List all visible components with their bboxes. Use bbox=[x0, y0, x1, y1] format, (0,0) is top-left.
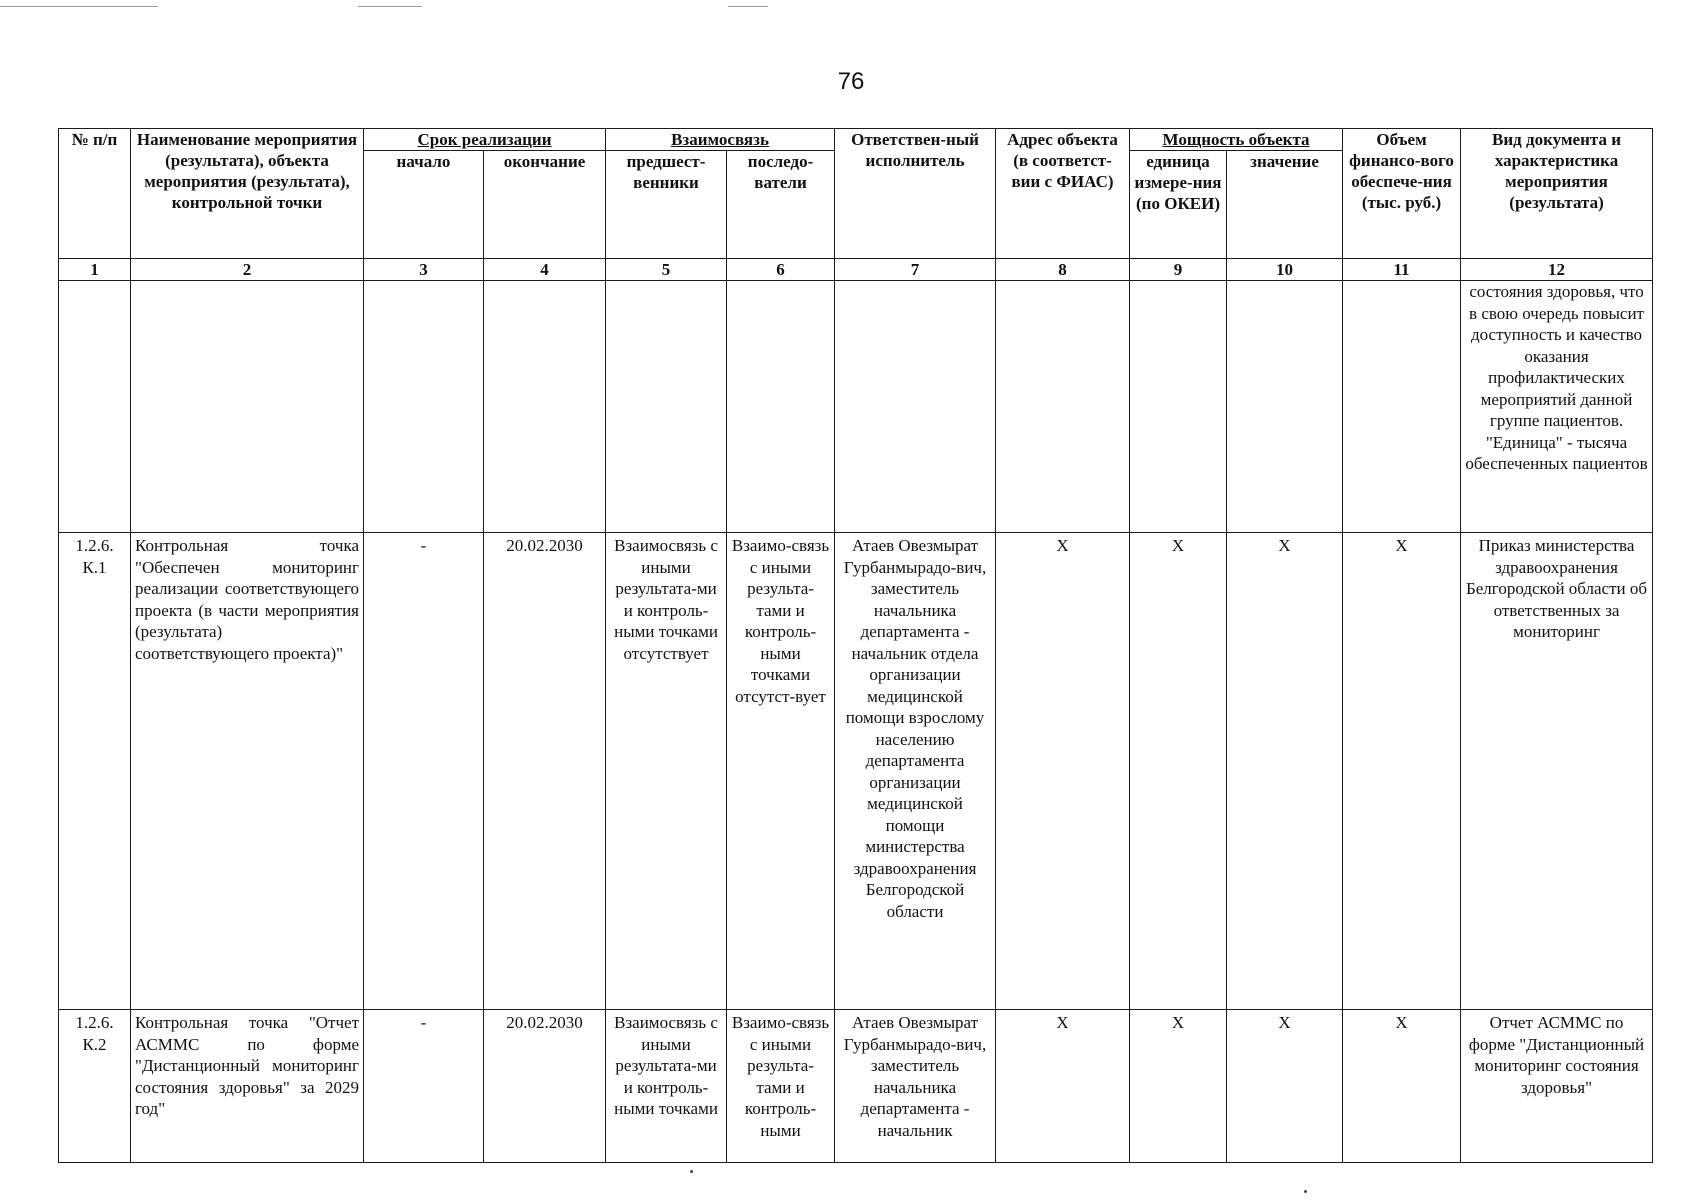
column-number: 5 bbox=[606, 259, 727, 281]
table-row-continuation bbox=[59, 281, 1653, 533]
cell-predecessors: Взаимосвязь с иными результата-ми и контроль-ными точками отсутствует bbox=[606, 533, 727, 1010]
table-row-k1 bbox=[59, 533, 1653, 1010]
cell-successors bbox=[727, 281, 835, 533]
cell-start: - bbox=[364, 533, 484, 1010]
column-number: 2 bbox=[131, 259, 364, 281]
scan-speck bbox=[690, 1170, 693, 1173]
page-number: 76 bbox=[837, 68, 865, 95]
table-row-k2 bbox=[59, 1010, 1653, 1163]
cell-value bbox=[1227, 281, 1343, 533]
column-number-row bbox=[59, 259, 1653, 281]
column-number: 12 bbox=[1461, 259, 1653, 281]
cell-address: X bbox=[996, 533, 1130, 1010]
cell-successors: Взаимо-связь с иными результа-тами и контроль-ными точками отсутст-вует bbox=[727, 533, 835, 1010]
cell-address: X bbox=[996, 1010, 1130, 1163]
scan-line-right bbox=[728, 6, 768, 7]
header-num: № п/п bbox=[59, 129, 131, 259]
cell-name: Контрольная точка "Обеспечен мониторинг реализации соответствующего проекта (в части мероприятия (результата) соответствующего проекта)" bbox=[131, 533, 364, 1010]
cell-value: X bbox=[1227, 533, 1343, 1010]
cell-num: 1.2.6. К.1 bbox=[59, 533, 131, 1010]
cell-end: 20.02.2030 bbox=[484, 1010, 606, 1163]
cell-address bbox=[996, 281, 1130, 533]
cell-unit: X bbox=[1130, 1010, 1227, 1163]
cell-successors: Взаимо-связь с иными результа-тами и контроль-ными bbox=[727, 1010, 835, 1163]
cell-unit: X bbox=[1130, 533, 1227, 1010]
cell-funding: X bbox=[1343, 1010, 1461, 1163]
header-predecessors: предшест-венники bbox=[606, 151, 727, 259]
header-value: значение bbox=[1227, 151, 1343, 259]
cell-predecessors bbox=[606, 281, 727, 533]
scan-line-left bbox=[0, 6, 158, 7]
header-responsible: Ответствен-ный исполнитель bbox=[835, 129, 996, 259]
cell-predecessors: Взаимосвязь с иными результата-ми и контроль-ными точками bbox=[606, 1010, 727, 1163]
scan-speck bbox=[1304, 1190, 1307, 1193]
column-number: 1 bbox=[59, 259, 131, 281]
column-number: 7 bbox=[835, 259, 996, 281]
cell-start bbox=[364, 281, 484, 533]
cell-name: Контрольная точка "Отчет АСММС по форме "Дистанционный мониторинг состояния здоровья" за 2029 год" bbox=[131, 1010, 364, 1163]
header-successors: последо-ватели bbox=[727, 151, 835, 259]
cell-responsible bbox=[835, 281, 996, 533]
cell-end: 20.02.2030 bbox=[484, 533, 606, 1010]
cell-num bbox=[59, 281, 131, 533]
cell-end bbox=[484, 281, 606, 533]
implementation-plan-table bbox=[58, 128, 1653, 1163]
column-number: 10 bbox=[1227, 259, 1343, 281]
cell-start: - bbox=[364, 1010, 484, 1163]
cell-num: 1.2.6. К.2 bbox=[59, 1010, 131, 1163]
column-number: 11 bbox=[1343, 259, 1461, 281]
header-doc: Вид документа и характеристика мероприятия (результата) bbox=[1461, 129, 1653, 259]
column-number: 8 bbox=[996, 259, 1130, 281]
cell-responsible: Атаев Овезмырат Гурбанмырадо-вич, заместитель начальника департамента - начальник отдела организации медицинской помощи взрослому населению департамента организации медицинской помощи министерства здравоохранения Белгородской области bbox=[835, 533, 996, 1010]
header-funding: Объем финансо-вого обеспече-ния (тыс. руб.) bbox=[1343, 129, 1461, 259]
cell-funding: X bbox=[1343, 533, 1461, 1010]
header-row-groups bbox=[59, 129, 1653, 151]
header-end: окончание bbox=[484, 151, 606, 259]
scan-line-middle bbox=[358, 6, 422, 7]
header-unit: единица измере-ния (по ОКЕИ) bbox=[1130, 151, 1227, 259]
header-start: начало bbox=[364, 151, 484, 259]
column-number: 9 bbox=[1130, 259, 1227, 281]
header-group-relation: Взаимосвязь bbox=[606, 129, 835, 151]
cell-doc: Приказ министерства здравоохранения Белгородской области об ответственных за мониторинг bbox=[1461, 533, 1653, 1010]
column-number: 3 bbox=[364, 259, 484, 281]
cell-doc: Отчет АСММС по форме "Дистанционный мониторинг состояния здоровья" bbox=[1461, 1010, 1653, 1163]
column-number: 6 bbox=[727, 259, 835, 281]
cell-funding bbox=[1343, 281, 1461, 533]
cell-unit bbox=[1130, 281, 1227, 533]
header-group-capacity: Мощность объекта bbox=[1130, 129, 1343, 151]
cell-responsible: Атаев Овезмырат Гурбанмырадо-вич, заместитель начальника департамента - начальник bbox=[835, 1010, 996, 1163]
column-number: 4 bbox=[484, 259, 606, 281]
cell-value: X bbox=[1227, 1010, 1343, 1163]
cell-doc: состояния здоровья, что в свою очередь повысит доступность и качество оказания профилактических мероприятий данной группе пациентов. "Единица" - тысяча обеспеченных пациентов bbox=[1461, 281, 1653, 533]
header-address: Адрес объекта (в соответст-вии с ФИАС) bbox=[996, 129, 1130, 259]
cell-name bbox=[131, 281, 364, 533]
header-group-period: Срок реализации bbox=[364, 129, 606, 151]
header-name: Наименование мероприятия (результата), объекта мероприятия (результата), контрольной точки bbox=[131, 129, 364, 259]
